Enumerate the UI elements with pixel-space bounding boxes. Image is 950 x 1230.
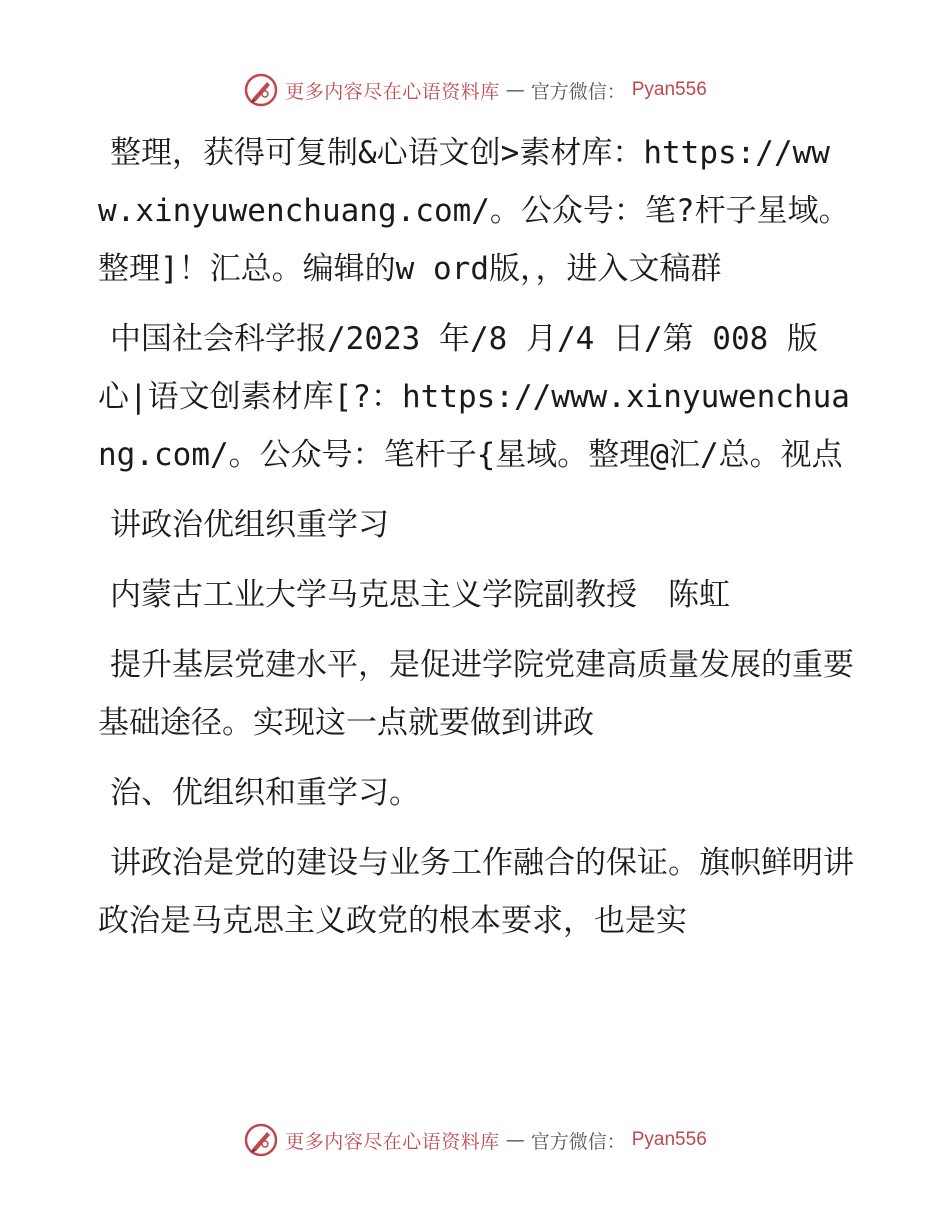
paragraph-source-note: 整理，获得可复制&心语文创>素材库：https://www.xinyuwenchuang.com/。公众号：笔?杆子星域。整理]！汇总。编辑的w ord版，，进入文稿群 bbox=[98, 135, 850, 287]
paragraph-publication-info: 中国社会科学报/2023 年/8 月/4 日/第 008 版心|语文创素材库[?：https://www.xinyuwenchuang.com/。公众号：笔杆子{星域。整理@汇/总。视点 bbox=[98, 321, 850, 473]
article-title: 讲政治优组织重学习 bbox=[110, 507, 389, 543]
watermark-dash: — bbox=[505, 1129, 525, 1151]
watermark-wechat-id: Pyan556 bbox=[631, 79, 707, 100]
document-body bbox=[98, 124, 858, 962]
article-author: 内蒙古工业大学马克思主义学院副教授 陈虹 bbox=[110, 577, 730, 613]
watermark-label: 官方微信： bbox=[530, 1130, 626, 1153]
paragraph-body-2: 治、优组织和重学习。 bbox=[110, 775, 420, 811]
watermark-label: 官方微信： bbox=[530, 80, 626, 103]
header-watermark bbox=[0, 68, 950, 112]
watermark-wechat-id: Pyan556 bbox=[631, 1129, 707, 1150]
paragraph-body-1: 提升基层党建水平，是促进学院党建高质量发展的重要基础途径。实现这一点就要做到讲政 bbox=[98, 647, 854, 741]
pen-logo-icon bbox=[243, 1122, 279, 1158]
pen-logo-icon bbox=[243, 72, 279, 108]
paragraph-body-3: 讲政治是党的建设与业务工作融合的保证。旗帜鲜明讲政治是马克思主义政党的根本要求，也是实 bbox=[98, 845, 854, 939]
watermark-site-text: 更多内容尽在心语资料库 bbox=[285, 1130, 500, 1153]
watermark-dash: — bbox=[505, 79, 525, 101]
footer-watermark bbox=[0, 1118, 950, 1162]
watermark-site-text: 更多内容尽在心语资料库 bbox=[285, 80, 500, 103]
